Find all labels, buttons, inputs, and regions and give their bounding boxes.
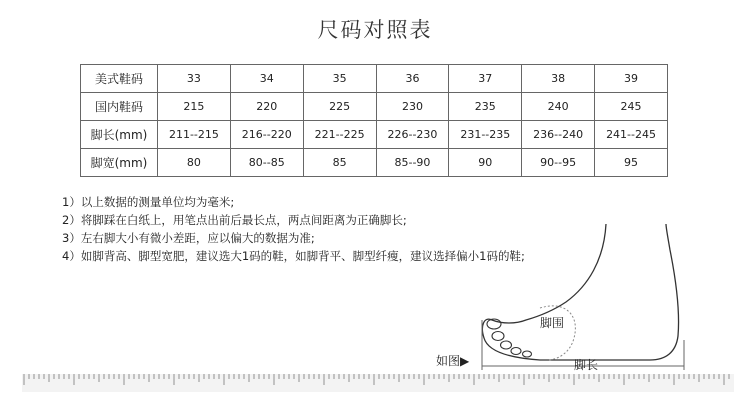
size-chart-table — [80, 64, 668, 177]
length-label: 脚长 — [574, 358, 599, 372]
table-cell: 85--90 — [376, 149, 449, 177]
table-cell: 33 — [158, 65, 231, 93]
table-cell: 231--235 — [449, 121, 522, 149]
table-cell: 39 — [595, 65, 668, 93]
table-cell: 216--220 — [230, 121, 303, 149]
table-row — [81, 121, 668, 149]
ruler — [22, 374, 734, 392]
toe-3 — [501, 341, 512, 349]
toe-4 — [511, 348, 521, 355]
table-cell: 90--95 — [522, 149, 595, 177]
note-item: 3）左右脚大小有微小差距，应以偏大的数据为准; — [62, 231, 315, 245]
table-cell: 90 — [449, 149, 522, 177]
table-cell: 211--215 — [158, 121, 231, 149]
table-cell: 230 — [376, 93, 449, 121]
table-cell: 37 — [449, 65, 522, 93]
table-cell: 80 — [158, 149, 231, 177]
foot-outline — [482, 224, 678, 360]
table-cell: 225 — [303, 93, 376, 121]
as-shown-label: 如图▶ — [436, 354, 470, 368]
table-cell: 241--245 — [595, 121, 668, 149]
table-cell: 245 — [595, 93, 668, 121]
row-header: 脚宽(mm) — [81, 149, 158, 177]
table-row — [81, 93, 668, 121]
table-cell: 221--225 — [303, 121, 376, 149]
page-title: 尺码对照表 — [317, 18, 433, 42]
toe-2 — [492, 332, 504, 341]
table-row — [81, 149, 668, 177]
table-cell: 95 — [595, 149, 668, 177]
table-cell: 235 — [449, 93, 522, 121]
table-cell: 80--85 — [230, 149, 303, 177]
table-cell: 220 — [230, 93, 303, 121]
table-cell: 215 — [158, 93, 231, 121]
measurement-notes — [62, 193, 525, 265]
table-cell: 85 — [303, 149, 376, 177]
note-item: 2）将脚踩在白纸上，用笔点出前后最长点，两点间距离为正确脚长; — [62, 213, 407, 227]
row-header: 国内鞋码 — [81, 93, 158, 121]
foot-illustration — [470, 220, 702, 376]
table-cell: 36 — [376, 65, 449, 93]
row-header: 脚长(mm) — [81, 121, 158, 149]
table-cell: 35 — [303, 65, 376, 93]
row-header: 美式鞋码 — [81, 65, 158, 93]
girth-label: 脚围 — [540, 316, 565, 330]
table-cell: 240 — [522, 93, 595, 121]
table-cell: 226--230 — [376, 121, 449, 149]
table-cell: 236--240 — [522, 121, 595, 149]
table-cell: 34 — [230, 65, 303, 93]
toe-5 — [523, 351, 532, 357]
note-item: 4）如脚背高、脚型宽肥，建议选大1码的鞋，如脚背平、脚型纤瘦，建议选择偏小1码的鞋; — [62, 249, 525, 263]
table-cell: 38 — [522, 65, 595, 93]
table-row — [81, 65, 668, 93]
note-item: 1）以上数据的测量单位均为毫米; — [62, 195, 235, 209]
